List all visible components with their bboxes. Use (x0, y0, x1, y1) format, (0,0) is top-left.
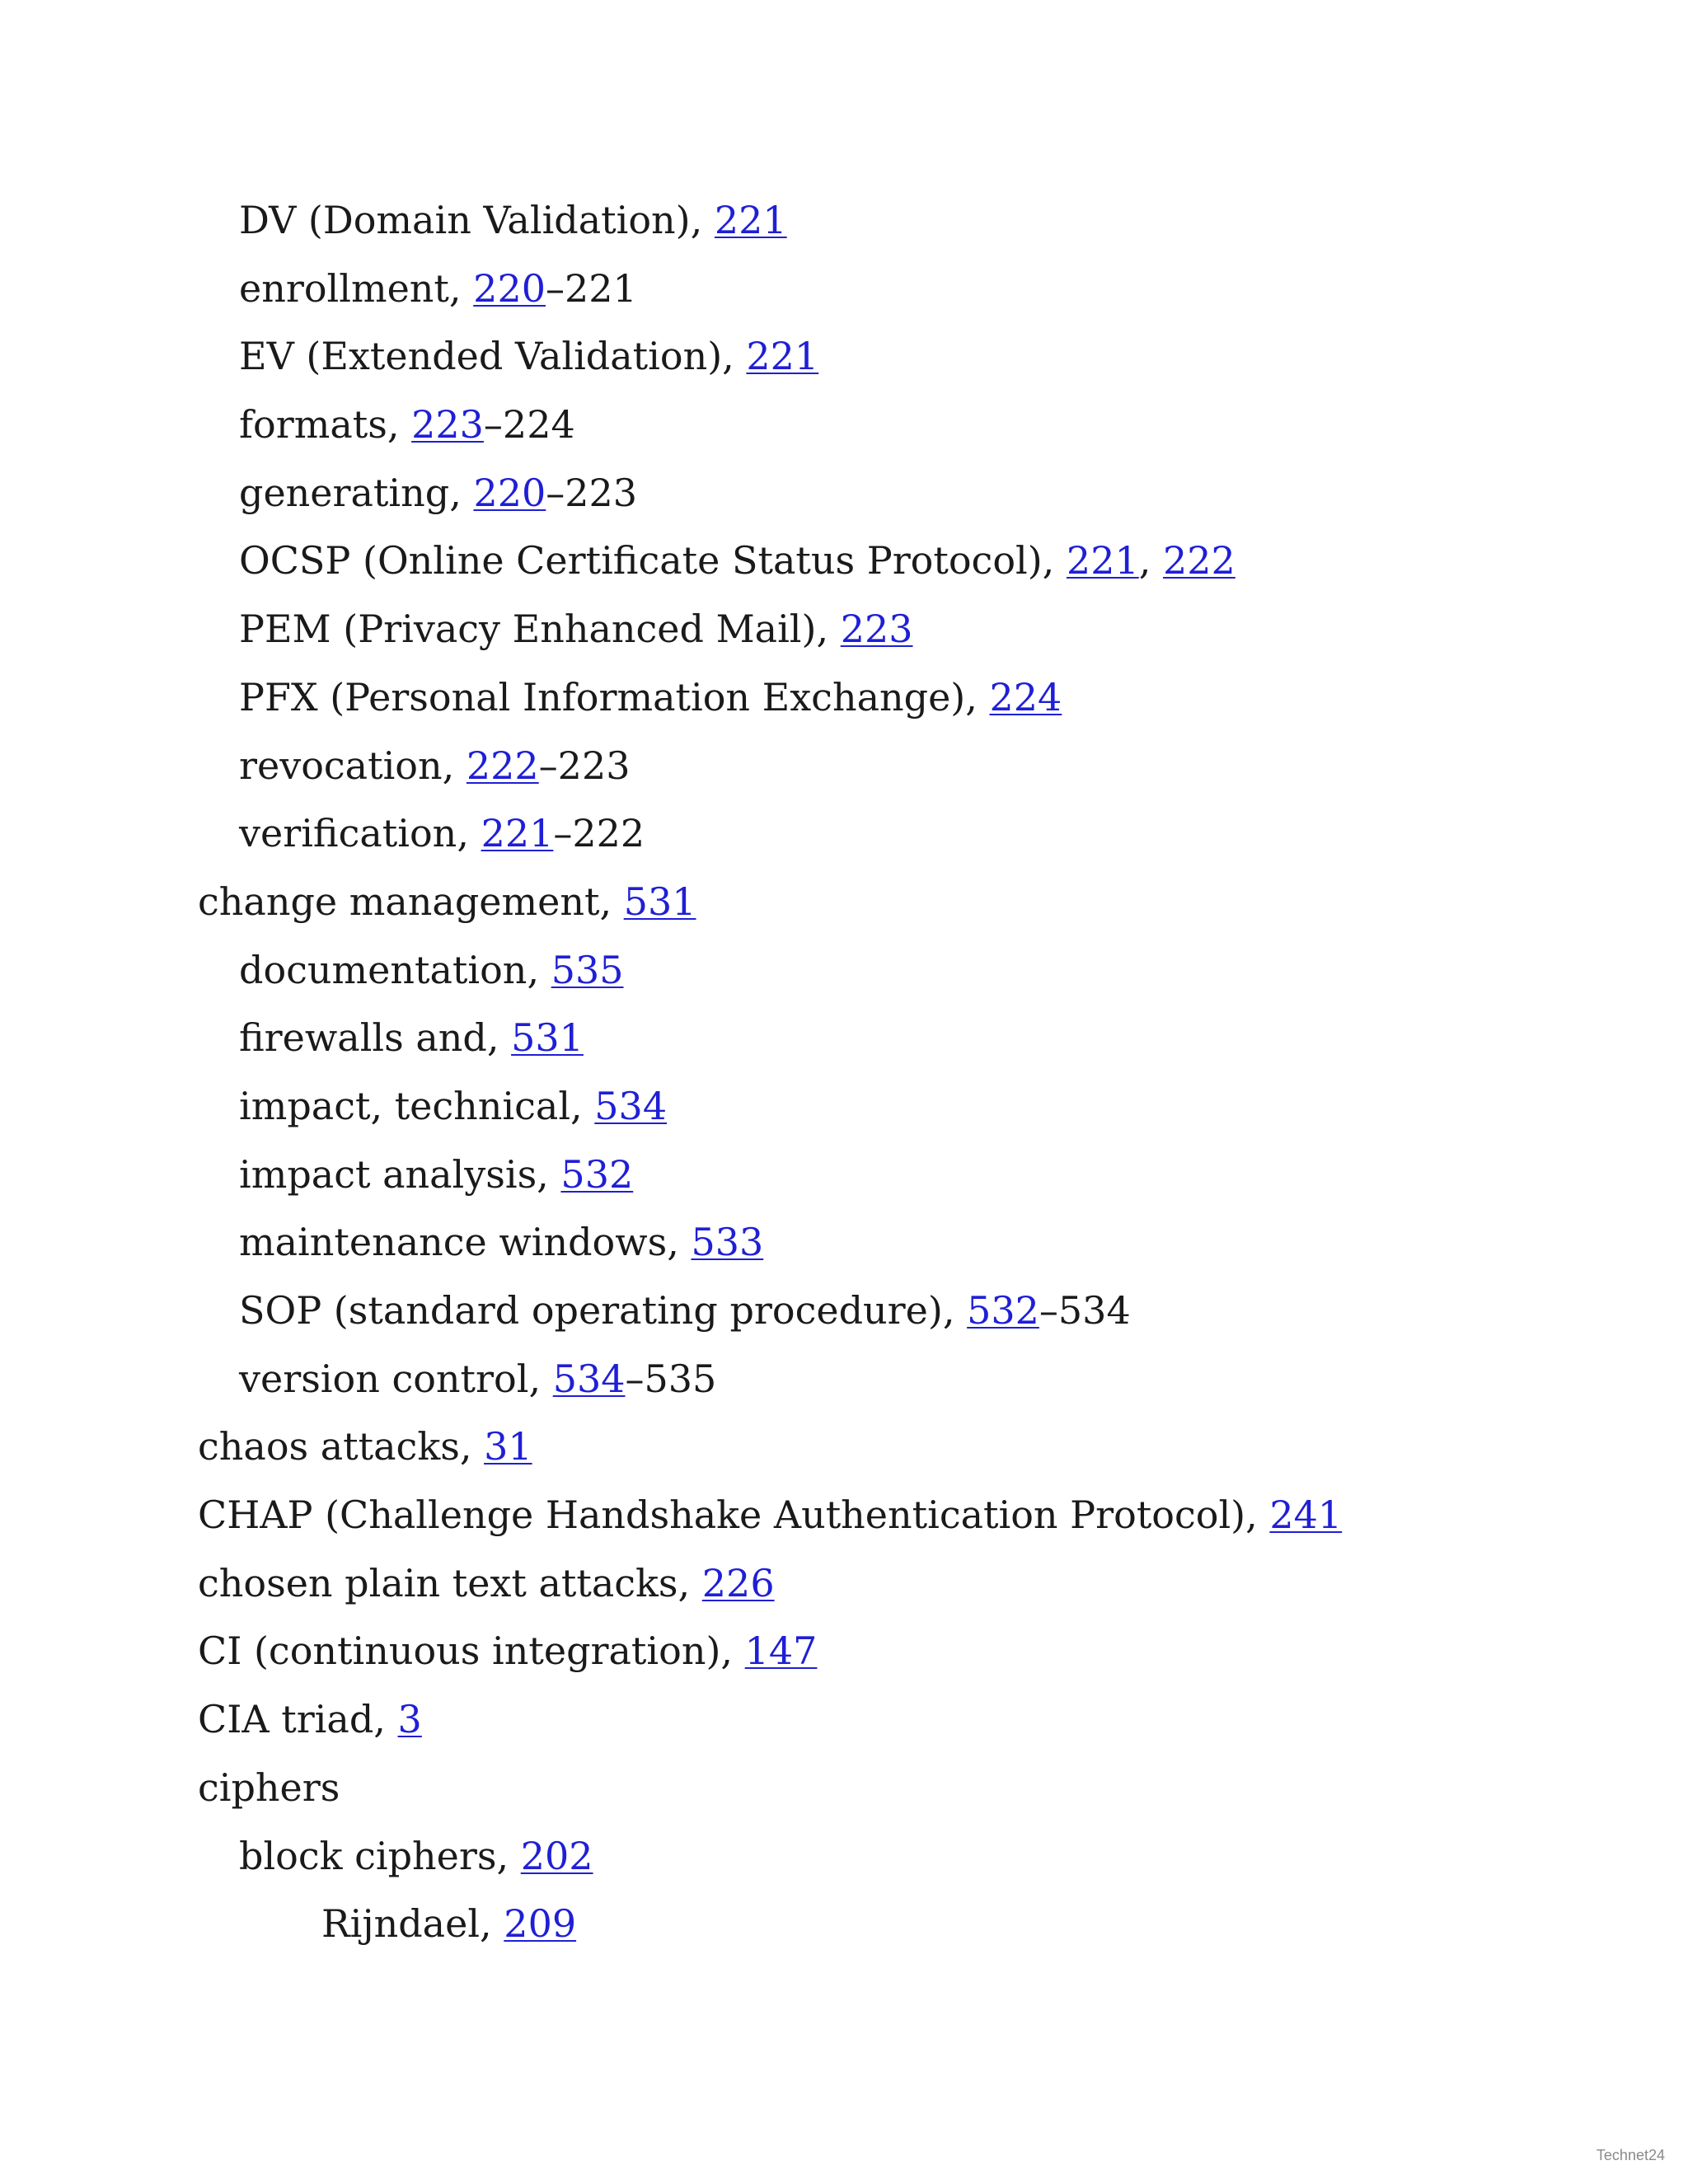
range-dash: – (483, 402, 503, 448)
index-entry (0, 1890, 1688, 1958)
index-term: CHAP (Challenge Handshake Authentication Protocol) (198, 1493, 1246, 1538)
ref-separator: , (667, 1220, 692, 1265)
range-end-page: 534 (1057, 1288, 1131, 1333)
index-term: formats (239, 402, 387, 448)
index-term: enrollment (239, 265, 449, 311)
index-entry (0, 868, 1688, 936)
ref-separator: , (486, 1015, 512, 1061)
index-term: block ciphers (239, 1833, 497, 1878)
ref-separator: , (442, 743, 467, 788)
ref-separator: , (570, 1083, 595, 1128)
page-reference-link[interactable]: 222 (466, 743, 539, 788)
page-reference-link[interactable]: 534 (552, 1356, 626, 1401)
index-entry (0, 322, 1688, 391)
index-entry (0, 1004, 1688, 1072)
index-term: chaos attacks (198, 1424, 460, 1469)
index-entry (0, 936, 1688, 1005)
page-reference-link[interactable]: 3 (397, 1697, 422, 1742)
index-term: maintenance windows (239, 1220, 668, 1265)
index-entry (0, 459, 1688, 527)
ref-separator: , (720, 1629, 745, 1674)
index-term: change management (198, 879, 600, 924)
page-reference-link[interactable]: 221 (746, 334, 819, 379)
range-dash: – (538, 743, 558, 788)
ref-separator: , (457, 811, 481, 856)
index-entry (0, 1685, 1688, 1754)
ref-separator: , (528, 1356, 553, 1401)
page-reference-link[interactable]: 531 (511, 1015, 584, 1061)
index-entry (0, 1141, 1688, 1209)
page-reference-link[interactable]: 535 (551, 947, 624, 992)
page-reference-link[interactable]: 532 (967, 1288, 1039, 1333)
page-reference-link[interactable]: 534 (594, 1083, 668, 1128)
index-entry (0, 186, 1688, 255)
index-list (0, 186, 1688, 1958)
index-entry (0, 595, 1688, 663)
index-entry (0, 1277, 1688, 1345)
index-term: version control (239, 1356, 529, 1401)
index-term: ciphers (198, 1765, 340, 1810)
index-entry (0, 1413, 1688, 1481)
index-term: PEM (Privacy Enhanced Mail) (239, 607, 817, 652)
page-reference-link[interactable]: 221 (714, 198, 787, 242)
index-term: firewalls and (239, 1015, 487, 1061)
ref-separator: , (690, 198, 715, 242)
ref-separator: , (496, 1833, 521, 1878)
page-reference-link[interactable]: 226 (701, 1560, 775, 1605)
page-reference-link[interactable]: 533 (691, 1220, 764, 1265)
page-reference-link[interactable]: 532 (560, 1151, 634, 1197)
index-entry (0, 1754, 1688, 1822)
ref-separator: , (449, 470, 474, 515)
ref-separator: , (1245, 1493, 1270, 1538)
page-reference-link[interactable]: 241 (1269, 1493, 1343, 1538)
index-term: DV (Domain Validation) (239, 198, 691, 242)
index-entry (0, 1549, 1688, 1618)
index-entry (0, 1208, 1688, 1277)
range-end-page: 223 (565, 470, 638, 515)
range-dash: – (546, 470, 565, 515)
index-entry (0, 1822, 1688, 1891)
ref-separator: , (373, 1697, 398, 1742)
range-end-page: 223 (557, 743, 631, 788)
ref-separator: , (816, 607, 841, 652)
page-reference-link[interactable]: 31 (484, 1424, 532, 1469)
ref-separator: , (965, 674, 990, 719)
index-entry (0, 732, 1688, 800)
page-reference-link[interactable]: 531 (623, 879, 696, 924)
index-entry (0, 1481, 1688, 1549)
ref-separator: , (942, 1288, 968, 1333)
index-entry (0, 799, 1688, 868)
page-reference-link[interactable]: 223 (411, 402, 484, 448)
watermark-text: Technet24 (1596, 2147, 1665, 2163)
range-end-page: 535 (644, 1356, 717, 1401)
page-reference-link[interactable]: 209 (504, 1901, 577, 1947)
index-term: Rijndael (321, 1901, 481, 1947)
ref-separator: , (527, 947, 551, 992)
range-end-page: 221 (564, 265, 637, 311)
range-dash: – (545, 265, 565, 311)
index-term: impact, technical (239, 1083, 571, 1128)
page-reference-link[interactable]: 202 (520, 1833, 593, 1878)
range-end-page: 224 (502, 402, 575, 448)
range-dash: – (553, 811, 573, 856)
ref-separator: , (537, 1151, 561, 1197)
index-term: PFX (Personal Information Exchange) (239, 674, 966, 719)
page-reference-link[interactable]: 223 (840, 607, 913, 652)
index-term: CI (continuous integration) (198, 1629, 721, 1674)
page-reference-link[interactable]: 222 (1162, 538, 1236, 583)
index-term: chosen plain text attacks (198, 1560, 678, 1605)
page-reference-link[interactable]: 220 (473, 265, 546, 311)
range-dash: – (625, 1356, 645, 1401)
index-entry (0, 663, 1688, 732)
index-term: CIA triad (198, 1697, 374, 1742)
ref-separator: , (480, 1901, 504, 1947)
index-entry (0, 1345, 1688, 1413)
index-term: OCSP (Online Certificate Status Protocol) (239, 538, 1043, 583)
index-entry (0, 527, 1688, 595)
index-term: revocation (239, 743, 443, 788)
ref-separator: , (678, 1560, 702, 1605)
index-entry (0, 1072, 1688, 1141)
index-term: generating (239, 470, 450, 515)
ref-separator: , (1042, 538, 1067, 583)
ref-separator: , (1138, 538, 1163, 583)
ref-separator: , (448, 265, 474, 311)
page-reference-link[interactable]: 147 (744, 1629, 818, 1674)
index-term: verification (239, 811, 457, 856)
range-dash: – (1039, 1288, 1058, 1333)
ref-separator: , (722, 334, 747, 379)
page-reference-link[interactable]: 220 (473, 470, 546, 515)
range-end-page: 222 (572, 811, 645, 856)
index-entry (0, 1617, 1688, 1685)
ref-separator: , (599, 879, 624, 924)
index-entry (0, 391, 1688, 459)
index-term: impact analysis (239, 1151, 537, 1197)
ref-separator: , (387, 402, 412, 448)
index-term: EV (Extended Validation) (239, 334, 723, 379)
page-reference-link[interactable]: 221 (1066, 538, 1139, 583)
index-term: documentation (239, 947, 528, 992)
page-reference-link[interactable]: 224 (989, 674, 1062, 719)
page-reference-link[interactable]: 221 (481, 811, 554, 856)
index-entry (0, 255, 1688, 323)
index-term: SOP (standard operating procedure) (239, 1288, 943, 1333)
ref-separator: , (459, 1424, 485, 1469)
